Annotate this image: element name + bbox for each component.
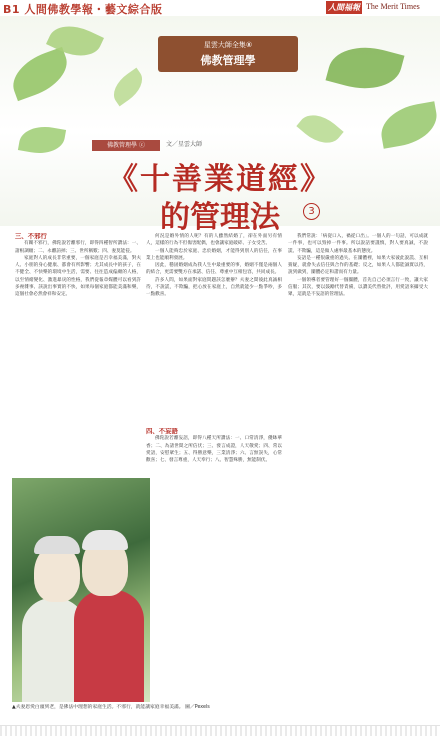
subheading-lying: 四、不妄語: [146, 428, 178, 435]
leaf-decoration: [6, 47, 75, 101]
paragraph: 家庭對人的成長非常重要，一個家庭是否幸福美滿，對夫人、小朋的身心健康、都會有所影響；尤其成長中的孩子，在不健全、不快樂的環境中生活，需要、往往造成偏頗的人格，以至情緒變化、激進暴戾的性格，我們從報章媒體可以看到許多複雜事、該說出事實的不快，如果每個家庭都能美滿和樂，這個社會必然會祥和安定。: [15, 255, 141, 298]
photo-credit: 圖／Pexels: [185, 705, 210, 710]
newspaper-logo: 人間福報: [328, 3, 360, 12]
column-badge: [158, 36, 298, 72]
column-series: 星雲大師全集⑧: [203, 41, 253, 49]
paragraph: 因此，穩固婚姻成為我人生中最重要的事，婚姻不僅是兩個人的結合，更需要雙方在承諾、信任、尊重中互相包容，共同成長。: [146, 263, 282, 276]
article-column-2: [146, 233, 282, 428]
paragraph: 何況是婚外情的人呢？有的人雖然結婚了，卻在外面另有情人，這樣的行為不但傷害配偶，也會讓家庭破碎、子女受苦。: [146, 234, 282, 247]
figure-hair: [82, 530, 128, 550]
leaf-decoration: [18, 122, 66, 157]
leaf-decoration: [377, 101, 440, 148]
byline: 文／星雲大師: [166, 141, 203, 148]
figure-body: [74, 590, 144, 702]
subheading-adultery: 三、不邪行: [15, 233, 47, 240]
paragraph: 一個人能夠忠於家庭、忠於婚姻，才能得到別人的信任，在事業上也能順利發展。: [146, 248, 282, 261]
paragraph: 佛陀說若離妄語，即得八種天所讚法：一、口常清淨，優缽華香；二、為諸世間之所信伏；三、發言成證，人天敬愛；四、常以愛語，安慰眾生；五、得勝意樂，三業清淨；六、言無誤失，心常歡喜；七、發言尊重，人天奉行；八、智慧殊勝，無能制伏。: [146, 436, 282, 464]
paragraph: 妄語是一種很嚴重的過失。在團體裡，如果大家彼此說謊、互相猜疑，就會失去信任與合作的基礎；反之，如果人人都能誠實以待，說到做到，團體必定和諧而有力量。: [288, 255, 428, 276]
figure-hair: [34, 536, 80, 554]
column-name: 佛教管理學: [200, 54, 256, 67]
headline-line-1: 《十善業道經》: [108, 162, 332, 197]
masthead: [0, 0, 440, 17]
photo-caption: [12, 705, 282, 712]
elderly-couple-photo: [12, 478, 150, 702]
paragraph: 一個領導者要管理好一個團體，首先自己必須言行一致，讓大家信服；其次，要以鼓勵代替責備，以讚美代替批評，用愛語來攝受大眾，這就是不妄語的管理法。: [288, 277, 428, 298]
leaf-decoration: [325, 38, 404, 99]
leaf-decoration: [296, 106, 343, 152]
caption-text: ▲夫妻恩愛白頭到老，是佛法中理想的家庭生活。不邪行，就能讓家庭幸福美滿。: [12, 705, 184, 710]
article-column-2-lower: [146, 428, 282, 532]
paragraph: 我們常說：「病從口入，禍從口出」。一個人的一句話，可以成就一件事，也可以毀掉一件事。所以說話要謹慎，對人要真誠，不說謊、不欺騙，這是做人處事最基本的態度。: [288, 234, 428, 254]
paragraph: 有關不邪行，佛陀說若離邪行，即得四種智所讚法：一、諸根調順；二、永離諠掉；三、世所稱歎；四、妻莫能侵。: [15, 241, 141, 254]
part-number: 3: [303, 203, 320, 220]
newspaper-name-en: The Merit Times: [366, 2, 420, 11]
paragraph: 許多人問，如果面對家庭問題該怎麼辦？夫妻之間彼此真誠相待，不說謊，不欺騙，把心放在家庭上，自然就能少一點爭吵，多一點歡喜。: [146, 277, 282, 298]
article-column-3: [288, 233, 428, 713]
headline-line-2: 的管理法: [160, 200, 280, 235]
topic-tag: 佛教管理學 ⓒ: [92, 140, 160, 151]
section-label: B1 人間佛教學報・藝文綜合版: [3, 3, 163, 16]
article-column-1: [15, 233, 141, 477]
leaf-decoration: [107, 68, 149, 107]
page-footer-rule: [0, 725, 440, 736]
